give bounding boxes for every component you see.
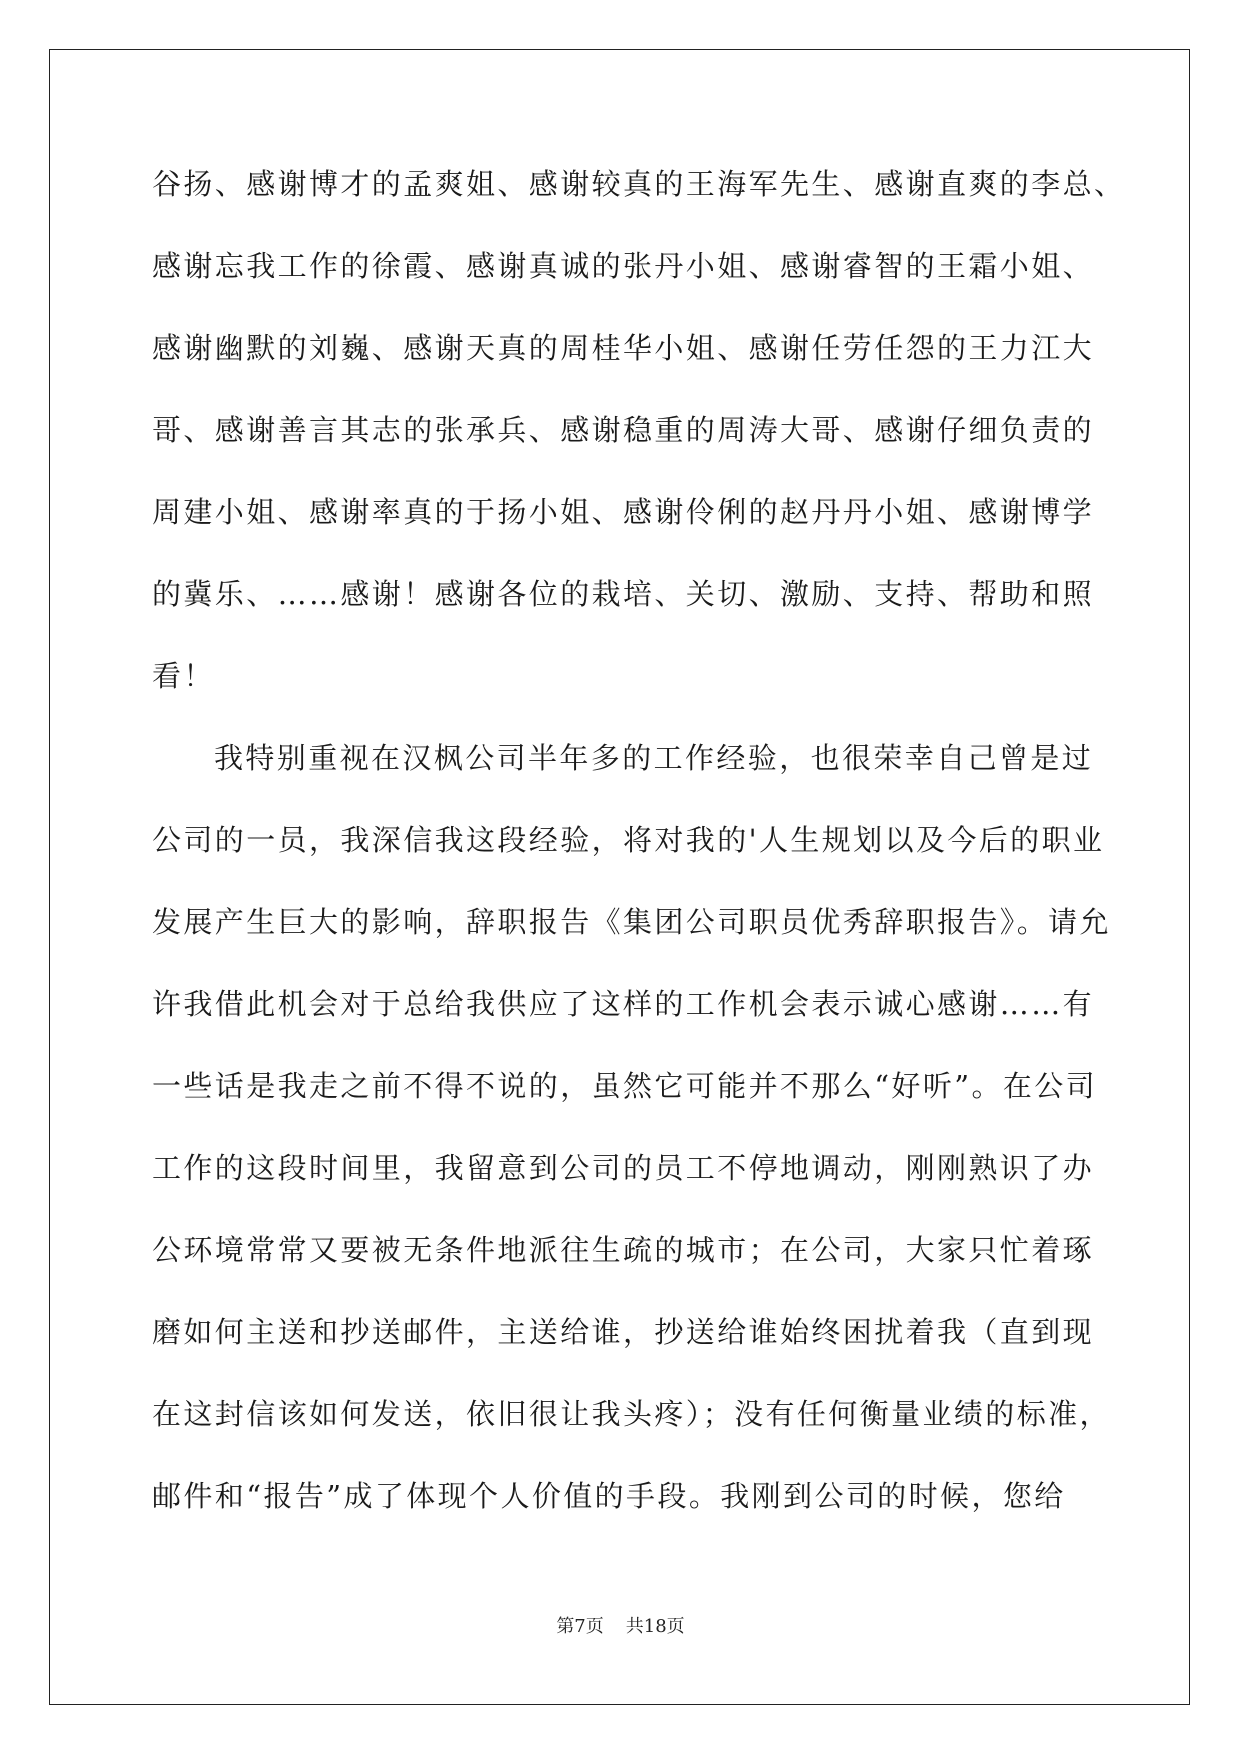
text-line: 在这封信该如何发送，依旧很让我头疼）；没有任何衡量业绩的标准，: [152, 1397, 1111, 1431]
text-line: 的冀乐、……感谢！感谢各位的栽培、关切、激励、支持、帮助和照: [152, 577, 1095, 611]
text-line: 我特别重视在汉枫公司半年多的工作经验，也很荣幸自己曾是过: [214, 741, 1094, 775]
text-line: 发展产生巨大的影响，辞职报告《集团公司职员优秀辞职报告》。请允: [152, 905, 1111, 939]
text-line: 感谢忘我工作的徐霞、感谢真诚的张丹小姐、感谢睿智的王霜小姐、: [152, 249, 1095, 283]
text-line: 哥、感谢善言其志的张承兵、感谢稳重的周涛大哥、感谢仔细负责的: [152, 413, 1095, 447]
text-line: 谷扬、感谢博才的孟爽姐、感谢较真的王海军先生、感谢直爽的李总、: [152, 167, 1126, 201]
text-line: 工作的这段时间里，我留意到公司的员工不停地调动，刚刚熟识了办: [152, 1151, 1095, 1185]
text-line: 周建小姐、感谢率真的于扬小姐、感谢伶俐的赵丹丹小姐、感谢博学: [152, 495, 1095, 529]
page-footer: [0, 1612, 1241, 1638]
page-number: 第7页: [556, 1616, 604, 1637]
text-line: 邮件和“报告”成了体现个人价值的手段。我刚到公司的时候，您给: [152, 1479, 1066, 1513]
text-line: 许我借此机会对于总给我供应了这样的工作机会表示诚心感谢……有: [152, 987, 1095, 1021]
text-line: 一些话是我走之前不得不说的，虽然它可能并不那么“好听”。在公司: [152, 1069, 1098, 1103]
text-line: 看！: [152, 659, 215, 693]
text-line: 感谢幽默的刘巍、感谢天真的周桂华小姐、感谢任劳任怨的王力江大: [152, 331, 1095, 365]
text-line: 公司的一员，我深信我这段经验，将对我的'人生规划以及今后的职业: [152, 823, 1105, 857]
document-body: [152, 161, 1126, 1555]
text-line: 公环境常常又要被无条件地派往生疏的城市；在公司，大家只忙着琢: [152, 1233, 1095, 1267]
text-line: 磨如何主送和抄送邮件，主送给谁，抄送给谁始终困扰着我（直到现: [152, 1315, 1095, 1349]
page-total: 共18页: [625, 1616, 685, 1637]
